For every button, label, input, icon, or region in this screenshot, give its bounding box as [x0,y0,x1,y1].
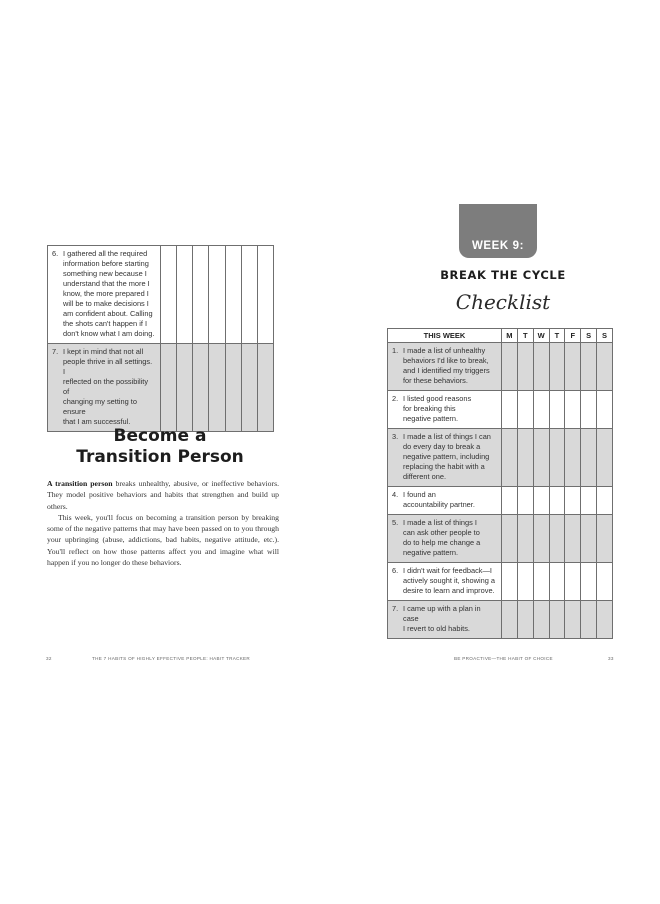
item-text-line: I came up with a plan in case [403,604,481,623]
day-checkbox-cell[interactable] [502,515,518,563]
section-title: BREAK THE CYCLE [440,268,566,282]
item-text [403,394,497,424]
day-checkbox-cell[interactable] [581,515,597,563]
day-checkbox-cell[interactable] [549,487,565,515]
item-number: 7. [52,347,59,356]
day-checkbox-cell[interactable] [209,344,225,432]
item-text-line: I made a list of things I can [403,432,491,441]
day-checkbox-cell[interactable] [549,391,565,429]
item-text-line: replacing the habit with a [403,462,485,471]
checklist-title: Checklist [455,290,551,314]
day-checkbox-cell[interactable] [533,343,549,391]
weekly-checklist-table [387,328,613,639]
day-checkbox-cell[interactable] [517,515,533,563]
day-checkbox-cell[interactable] [597,487,613,515]
day-checkbox-cell[interactable] [193,246,209,344]
item-text-line: can ask other people to [403,528,480,537]
item-text-line: I made a list of things I [403,518,477,527]
day-checkbox-cell[interactable] [565,391,581,429]
day-checkbox-cell[interactable] [517,391,533,429]
table-row [388,515,613,563]
day-checkbox-cell[interactable] [533,487,549,515]
day-checkbox-cell[interactable] [597,515,613,563]
day-checkbox-cell[interactable] [241,344,257,432]
item-text-line: and I identified my triggers [403,366,490,375]
day-header: M [502,329,518,343]
table-row [388,429,613,487]
table-row [388,343,613,391]
item-text [403,604,497,634]
item-text [403,518,497,558]
checklist-item [388,391,502,429]
day-checkbox-cell[interactable] [533,563,549,601]
day-checkbox-cell[interactable] [549,343,565,391]
day-checkbox-cell[interactable] [581,563,597,601]
day-checkbox-cell[interactable] [517,429,533,487]
table-row [388,601,613,639]
day-checkbox-cell[interactable] [517,601,533,639]
day-checkbox-cell[interactable] [257,246,273,344]
day-checkbox-cell[interactable] [565,601,581,639]
checklist-item [388,601,502,639]
day-checkbox-cell[interactable] [517,563,533,601]
item-text-line: am confident about. Calling [63,309,153,318]
term-transition-person: A transition person [47,479,113,488]
day-checkbox-cell[interactable] [177,246,193,344]
item-text-line: different one. [403,472,447,481]
day-checkbox-cell[interactable] [257,344,273,432]
day-checkbox-cell[interactable] [597,391,613,429]
table-row [388,563,613,601]
day-checkbox-cell[interactable] [502,601,518,639]
checklist-item [48,344,161,432]
item-text-line: reflected on the possibility of [63,377,149,396]
day-header: T [517,329,533,343]
item-text-line: the shots can't happen if I [63,319,147,328]
item-text-line: know, the more prepared I [63,289,149,298]
item-text-line: actively sought it, showing a [403,576,496,585]
day-checkbox-cell[interactable] [241,246,257,344]
table-header-this-week: THIS WEEK [388,329,502,343]
item-text-line: I didn't wait for feedback—I [403,566,492,575]
item-number: 6. [392,566,399,575]
day-checkbox-cell[interactable] [225,344,241,432]
item-text-line: something new because I [63,269,147,278]
item-text-line: for breaking this [403,404,456,413]
day-checkbox-cell[interactable] [565,515,581,563]
day-checkbox-cell[interactable] [565,429,581,487]
day-checkbox-cell[interactable] [177,344,193,432]
intro-text [47,478,279,568]
habit-tracker-table-continued [47,245,274,432]
day-checkbox-cell[interactable] [549,601,565,639]
footer-page-number-left: 32 [46,656,52,661]
item-text-line: do every day to break a [403,442,481,451]
day-checkbox-cell[interactable] [533,429,549,487]
checklist-item [388,563,502,601]
item-text-line: negative pattern. [403,548,459,557]
week-tab: WEEK 9: [459,204,537,258]
footer-page-number-right: 33 [608,656,614,661]
checklist-item [388,487,502,515]
item-text-line: I gathered all the required [63,249,148,258]
day-checkbox-cell[interactable] [161,246,177,344]
intro-paragraph-2: This week, you'll focus on becoming a transition person by breaking some of the negative patterns that may have been passed on to you through your upbringing (abuse, addictions, bad habits, negative attitude, etc.). You'll reflect on how those patterns affect you and imagine what will happen if you no longer do these behaviors. [47,512,279,568]
table-row [48,246,274,344]
day-checkbox-cell[interactable] [533,515,549,563]
day-checkbox-cell[interactable] [565,343,581,391]
day-checkbox-cell[interactable] [517,487,533,515]
item-text-line: understand that the more I [63,279,150,288]
item-text-line: desire to learn and improve. [403,586,495,595]
day-header: T [549,329,565,343]
day-checkbox-cell[interactable] [581,601,597,639]
item-text-line: information before starting [63,259,149,268]
day-checkbox-cell[interactable] [502,429,518,487]
checklist-item [388,515,502,563]
day-checkbox-cell[interactable] [549,563,565,601]
item-text-line: people thrive in all settings. I [63,357,153,376]
day-header: S [597,329,613,343]
day-checkbox-cell[interactable] [581,391,597,429]
item-text-line: negative pattern, including [403,452,490,461]
day-checkbox-cell[interactable] [597,563,613,601]
day-checkbox-cell[interactable] [502,487,518,515]
item-text [63,249,156,339]
intro-paragraph-1: A transition person breaks unhealthy, abusive, or ineffective behaviors. They model positive behaviors and habits that strengthen and build up others. [47,479,279,511]
day-header: F [565,329,581,343]
footer-chapter-title: BE PROACTIVE—THE HABIT OF CHOICE [454,656,553,661]
item-text [403,490,497,510]
section-heading: Become a Transition Person [76,426,244,467]
item-number: 1. [392,346,399,355]
day-checkbox-cell[interactable] [565,487,581,515]
item-text-line: I made a list of unhealthy [403,346,486,355]
item-text [403,566,497,596]
right-page [330,0,660,904]
item-text [403,432,497,482]
table-row [388,487,613,515]
checklist-item [48,246,161,344]
checklist-item [388,429,502,487]
item-text-line: I listed good reasons [403,394,472,403]
item-text-line: I kept in mind that not all [63,347,144,356]
day-checkbox-cell[interactable] [565,563,581,601]
day-checkbox-cell[interactable] [533,601,549,639]
item-number: 6. [52,249,59,258]
day-checkbox-cell[interactable] [502,343,518,391]
day-checkbox-cell[interactable] [581,343,597,391]
footer-book-title: THE 7 HABITS OF HIGHLY EFFECTIVE PEOPLE: HABIT TRACKER [92,656,251,661]
day-checkbox-cell[interactable] [533,391,549,429]
day-checkbox-cell[interactable] [193,344,209,432]
item-text-line: I found an [403,490,436,499]
item-text-line: accountability partner. [403,500,475,509]
day-checkbox-cell[interactable] [549,429,565,487]
item-text [63,347,156,427]
day-checkbox-cell[interactable] [597,343,613,391]
checklist-item [388,343,502,391]
day-checkbox-cell[interactable] [581,429,597,487]
item-text-line: will be to make decisions I [63,299,149,308]
day-checkbox-cell[interactable] [517,343,533,391]
item-text-line: behaviors I'd like to break, [403,356,489,365]
item-text [403,346,497,386]
item-text-line: for these behaviors. [403,376,468,385]
item-text-line: I revert to old habits. [403,624,470,633]
table-row [388,391,613,429]
item-number: 3. [392,432,399,441]
item-number: 5. [392,518,399,527]
day-checkbox-cell[interactable] [581,487,597,515]
day-checkbox-cell[interactable] [502,563,518,601]
item-text-line: changing my setting to ensure [63,397,137,416]
item-number: 4. [392,490,399,499]
day-header: S [581,329,597,343]
table-row [48,344,274,432]
item-text-line: that I am successful. [63,417,131,426]
day-checkbox-cell[interactable] [161,344,177,432]
item-text-line: don't know what I am doing. [63,329,155,338]
item-text-line: negative pattern. [403,414,459,423]
day-checkbox-cell[interactable] [597,429,613,487]
item-text-line: do to help me change a [403,538,481,547]
day-checkbox-cell[interactable] [209,246,225,344]
day-checkbox-cell[interactable] [502,391,518,429]
item-number: 2. [392,394,399,403]
item-number: 7. [392,604,399,613]
day-header: W [533,329,549,343]
day-checkbox-cell[interactable] [549,515,565,563]
day-checkbox-cell[interactable] [597,601,613,639]
day-checkbox-cell[interactable] [225,246,241,344]
